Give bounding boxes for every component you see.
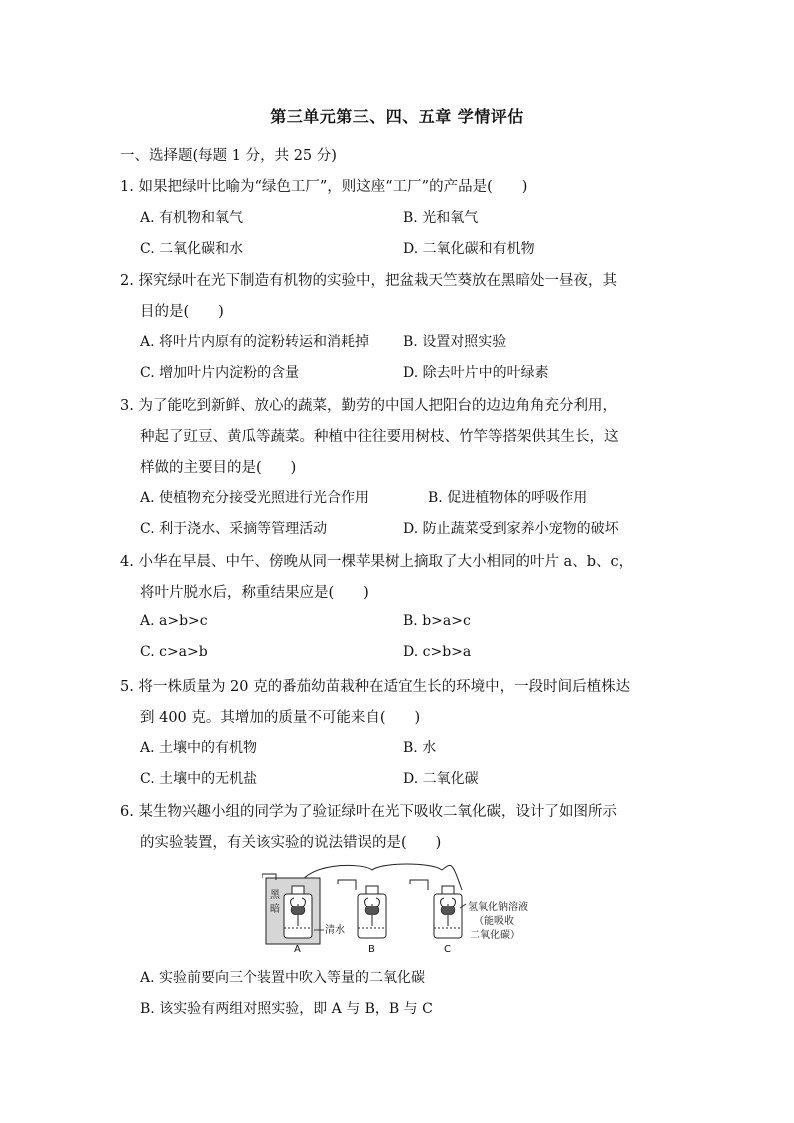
label-b: B bbox=[368, 944, 375, 955]
q3-option-d: D. 防止蔬菜受到家养小宠物的破坏 bbox=[403, 521, 619, 537]
q5-option-c: C. 土壤中的无机盐 bbox=[140, 771, 258, 787]
section-heading: 一、选择题(每题 1 分，共 25 分) bbox=[120, 148, 337, 164]
question-1-text: 1. 如果把绿叶比喻为“绿色工厂”，则这座“工厂”的产品是( ) bbox=[120, 179, 528, 195]
q5-option-d: D. 二氧化碳 bbox=[403, 771, 479, 787]
label-a: A bbox=[294, 944, 301, 955]
q1-option-d: D. 二氧化碳和有机物 bbox=[403, 241, 535, 257]
q6-option-a: A. 实验前要向三个装置中吹入等量的二氧化碳 bbox=[140, 970, 426, 986]
question-4-text: 4. 小华在早晨、中午、傍晚从同一棵苹果树上摘取了大小相同的叶片 a、b、c， bbox=[120, 554, 634, 570]
q2-option-b: B. 设置对照实验 bbox=[403, 334, 507, 350]
q1-option-a: A. 有机物和氧气 bbox=[140, 210, 244, 226]
dark-label-1: 黑 bbox=[270, 890, 280, 901]
question-5-text: 5. 将一株质量为 20 克的番茄幼苗栽种在适宜生长的环境中，一段时间后植株达 bbox=[120, 679, 631, 695]
label-c: C bbox=[444, 944, 451, 955]
q2-option-c: C. 增加叶片内淀粉的含量 bbox=[140, 365, 300, 381]
q2-option-a: A. 将叶片内原有的淀粉转运和消耗掉 bbox=[140, 334, 370, 350]
q4-option-d: D. c>b>a bbox=[403, 644, 472, 660]
connecting-tube bbox=[298, 864, 462, 890]
naoh-label-3: 二氧化碳） bbox=[470, 930, 520, 941]
experiment-apparatus-figure bbox=[262, 860, 562, 960]
question-3-text-cont1: 种起了豇豆、黄瓜等蔬菜。种植中往往要用树枝、竹竿等搭架供其生长，这 bbox=[140, 429, 619, 445]
q1-option-b: B. 光和氧气 bbox=[403, 210, 479, 226]
question-5-text-cont: 到 400 克。其增加的质量不可能来自( ) bbox=[140, 710, 421, 726]
question-3-text-cont2: 样做的主要目的是( ) bbox=[140, 460, 297, 476]
q2-option-d: D. 除去叶片中的叶绿素 bbox=[403, 365, 549, 381]
question-3-text: 3. 为了能吃到新鲜、放心的蔬菜，勤劳的中国人把阳台的边边角角充分利用， bbox=[120, 398, 617, 414]
q4-option-b: B. b>a>c bbox=[403, 613, 471, 629]
q6-option-b: B. 该实验有两组对照实验，即 A 与 B，B 与 C bbox=[140, 1001, 433, 1017]
q5-option-b: B. 水 bbox=[403, 740, 437, 756]
q3-option-b: B. 促进植物体的呼吸作用 bbox=[428, 490, 588, 506]
q3-option-c: C. 利于浇水、采摘等管理活动 bbox=[140, 521, 328, 537]
bottle-c bbox=[410, 880, 466, 938]
question-2-text: 2. 探究绿叶在光下制造有机物的实验中，把盆栽天竺葵放在黑暗处一昼夜，其 bbox=[120, 273, 617, 289]
q4-option-a: A. a>b>c bbox=[140, 613, 208, 629]
question-6-text: 6. 某生物兴趣小组的同学为了验证绿叶在光下吸收二氧化碳，设计了如图所示 bbox=[120, 804, 617, 820]
q5-option-a: A. 土壤中的有机物 bbox=[140, 740, 258, 756]
water-label: 清水 bbox=[325, 925, 345, 936]
naoh-label-2: （能吸收 bbox=[474, 916, 514, 927]
dark-label-2: 暗 bbox=[270, 904, 280, 915]
bottle-b bbox=[338, 880, 386, 938]
question-6-text-cont: 的实验装置，有关该实验的说法错误的是( ) bbox=[140, 835, 442, 851]
page-title: 第三单元第三、四、五章 学情评估 bbox=[270, 107, 524, 126]
question-2-text-cont: 目的是( ) bbox=[140, 304, 224, 320]
apparatus-diagram bbox=[262, 860, 562, 960]
naoh-label-1: 氢氧化钠溶液 bbox=[468, 902, 528, 913]
q3-option-a: A. 使植物充分接受光照进行光合作用 bbox=[140, 490, 370, 506]
q1-option-c: C. 二氧化碳和水 bbox=[140, 241, 244, 257]
q4-option-c: C. c>a>b bbox=[140, 644, 208, 660]
question-4-text-cont: 将叶片脱水后，称重结果应是( ) bbox=[140, 585, 369, 601]
